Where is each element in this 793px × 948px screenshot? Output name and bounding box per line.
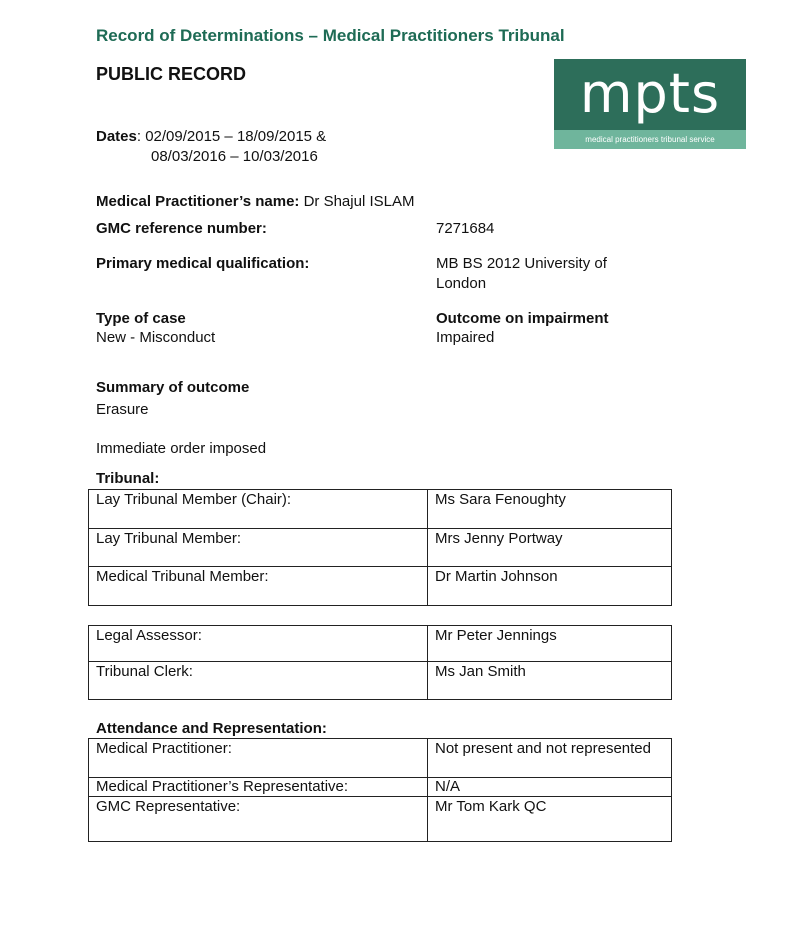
document-header-title: Record of Determinations – Medical Practitioners Tribunal (96, 26, 565, 45)
table-row (89, 662, 672, 700)
dates-line-1 (96, 127, 326, 147)
qualification-value-2: London (436, 275, 487, 292)
attendance-role-cell: GMC Representative: (89, 797, 428, 842)
attendance-value-cell: Not present and not represented (428, 739, 672, 778)
table-row (89, 567, 672, 606)
logo-text: mpts (579, 62, 721, 125)
attendance-value-cell: Mr Tom Kark QC (428, 797, 672, 842)
attendance-value-cell: N/A (428, 778, 672, 797)
tribunal-support-table (88, 625, 672, 700)
tribunal-name-cell: Dr Martin Johnson (428, 567, 672, 606)
summary-outcome-value: Erasure (96, 401, 149, 418)
attendance-label: Attendance and Representation: (96, 720, 327, 737)
table-row (89, 797, 672, 842)
practitioner-name-row (96, 192, 414, 212)
dates-value-2: 08/03/2016 – 10/03/2016 (151, 148, 318, 165)
public-record-heading: PUBLIC RECORD (96, 64, 247, 84)
outcome-impairment-value: Impaired (436, 329, 495, 346)
dates-label: Dates (96, 128, 137, 145)
summary-outcome-label: Summary of outcome (96, 379, 250, 396)
support-role-cell: Tribunal Clerk: (89, 662, 428, 700)
mpts-logo (554, 59, 746, 149)
practitioner-name-value: Dr Shajul ISLAM (303, 193, 415, 210)
qualification-label: Primary medical qualification: (96, 255, 310, 272)
dates-value-1: : 02/09/2015 – 18/09/2015 & (136, 128, 327, 145)
outcome-impairment-label: Outcome on impairment (436, 310, 609, 327)
tribunal-role-cell: Lay Tribunal Member (Chair): (89, 490, 428, 529)
table-row (89, 739, 672, 778)
tribunal-name-cell: Ms Sara Fenoughty (428, 490, 672, 529)
table-row (89, 778, 672, 797)
type-of-case-value: New - Misconduct (96, 329, 216, 346)
type-of-case-label: Type of case (96, 310, 186, 327)
tribunal-members-table (88, 489, 672, 606)
support-name-cell: Mr Peter Jennings (428, 626, 672, 662)
attendance-role-cell: Medical Practitioner’s Representative: (89, 778, 428, 797)
gmc-reference-value: 7271684 (436, 220, 495, 237)
tribunal-role-cell: Medical Tribunal Member: (89, 567, 428, 606)
table-row (89, 490, 672, 529)
support-name-cell: Ms Jan Smith (428, 662, 672, 700)
table-row (89, 626, 672, 662)
attendance-role-cell: Medical Practitioner: (89, 739, 428, 778)
support-role-cell: Legal Assessor: (89, 626, 428, 662)
tribunal-role-cell: Lay Tribunal Member: (89, 529, 428, 567)
gmc-reference-label: GMC reference number: (96, 220, 267, 237)
immediate-order-text: Immediate order imposed (96, 440, 267, 457)
practitioner-name-label: Medical Practitioner’s name: (96, 193, 300, 210)
qualification-value-1: MB BS 2012 University of (436, 255, 607, 272)
tribunal-name-cell: Mrs Jenny Portway (428, 529, 672, 567)
table-row (89, 529, 672, 567)
logo-subtext: medical practitioners tribunal service (554, 130, 746, 149)
attendance-table (88, 738, 672, 842)
tribunal-label: Tribunal: (96, 470, 160, 487)
